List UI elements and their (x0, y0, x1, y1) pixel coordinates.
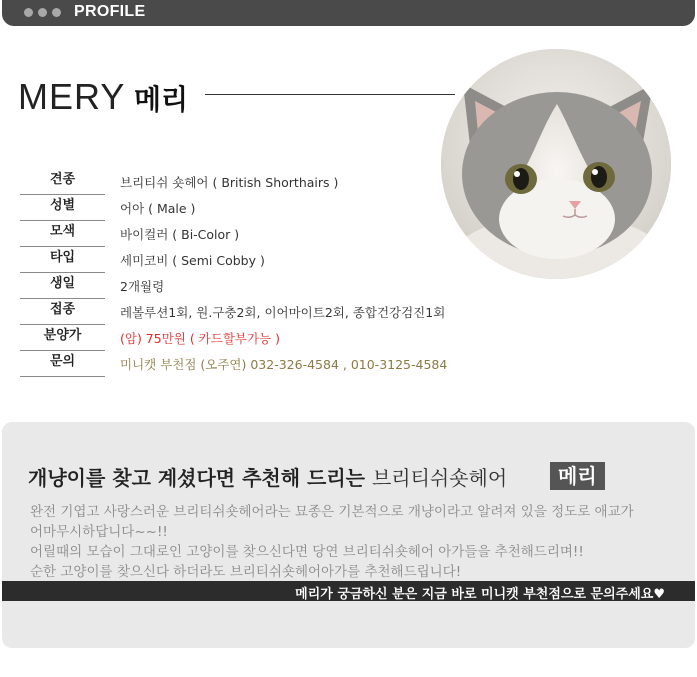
spec-value: 세미코비 ( Semi Cobby ) (120, 253, 265, 268)
spec-row-vaccination (20, 300, 500, 326)
spec-row-color (20, 222, 500, 248)
spec-table (20, 170, 500, 378)
window-dots (24, 8, 61, 17)
contact-value[interactable]: 미니캣 부천점 (오주연) 032-326-4584 , 010-3125-4584 (120, 357, 448, 372)
spec-row-type (20, 248, 500, 274)
name-divider (205, 94, 455, 95)
spec-value: 2개월령 (120, 279, 165, 294)
spec-label: 모색 (20, 222, 105, 247)
promo-line: 순한 고양이를 찾으신다 하더라도 브리티쉬숏헤어아가를 추천해드립니다! (30, 564, 462, 580)
spec-label: 생일 (20, 274, 105, 299)
promo-name-badge: 메리 (550, 462, 605, 490)
spec-row-birth (20, 274, 500, 300)
cta-bar[interactable] (2, 581, 695, 601)
spec-label: 견종 (20, 170, 105, 195)
pet-name-korean: 메리 (134, 83, 189, 116)
spec-row-breed (20, 170, 500, 196)
header-title: PROFILE (74, 3, 146, 20)
spec-row-price (20, 326, 500, 352)
pet-name-english: MERY (18, 76, 126, 117)
spec-value: 브리티쉬 숏헤어 ( British Shorthairs ) (120, 175, 339, 190)
spec-label: 타입 (20, 248, 105, 273)
profile-card (2, 0, 695, 398)
cta-text[interactable]: 메리가 궁금하신 분은 지금 바로 미니캣 부천점으로 문의주세요♥ (295, 587, 665, 602)
spec-label: 문의 (20, 352, 105, 377)
spec-row-contact (20, 352, 500, 378)
promo-title-bold: 개냥이를 찾고 계셨다면 추천해 드리는 (28, 466, 365, 490)
spec-value: 어아 ( Male ) (120, 201, 196, 216)
spec-row-gender (20, 196, 500, 222)
spec-label: 접종 (20, 300, 105, 325)
spec-label: 분양가 (20, 326, 105, 351)
profile-header-bar (2, 0, 695, 26)
dot-icon (52, 8, 61, 17)
spec-value: 바이컬러 ( Bi-Color ) (120, 227, 240, 242)
spec-label: 성별 (20, 196, 105, 221)
promo-title (28, 462, 507, 491)
price-value: (암) 75만원 ( 카드할부가능 ) (120, 331, 280, 346)
promo-title-light: 브리티쉬숏헤어 (371, 466, 508, 490)
promo-line: 어릴때의 모습이 그대로인 고양이를 찾으신다면 당연 브리티쉬숏헤어 아가들을 추천해드리며!! (30, 544, 584, 560)
spec-value: 레볼루션1회, 원.구충2회, 이어마이트2회, 종합건강검진1회 (120, 305, 446, 320)
promo-line: 완전 기엽고 사랑스러운 브리티쉬숏헤어라는 묘종은 기본적으로 개냥이라고 알려져 있을 정도로 애교가 (30, 504, 634, 520)
dot-icon (38, 8, 47, 17)
dot-icon (24, 8, 33, 17)
promo-line: 어마무시하답니다~~!! (30, 524, 168, 540)
